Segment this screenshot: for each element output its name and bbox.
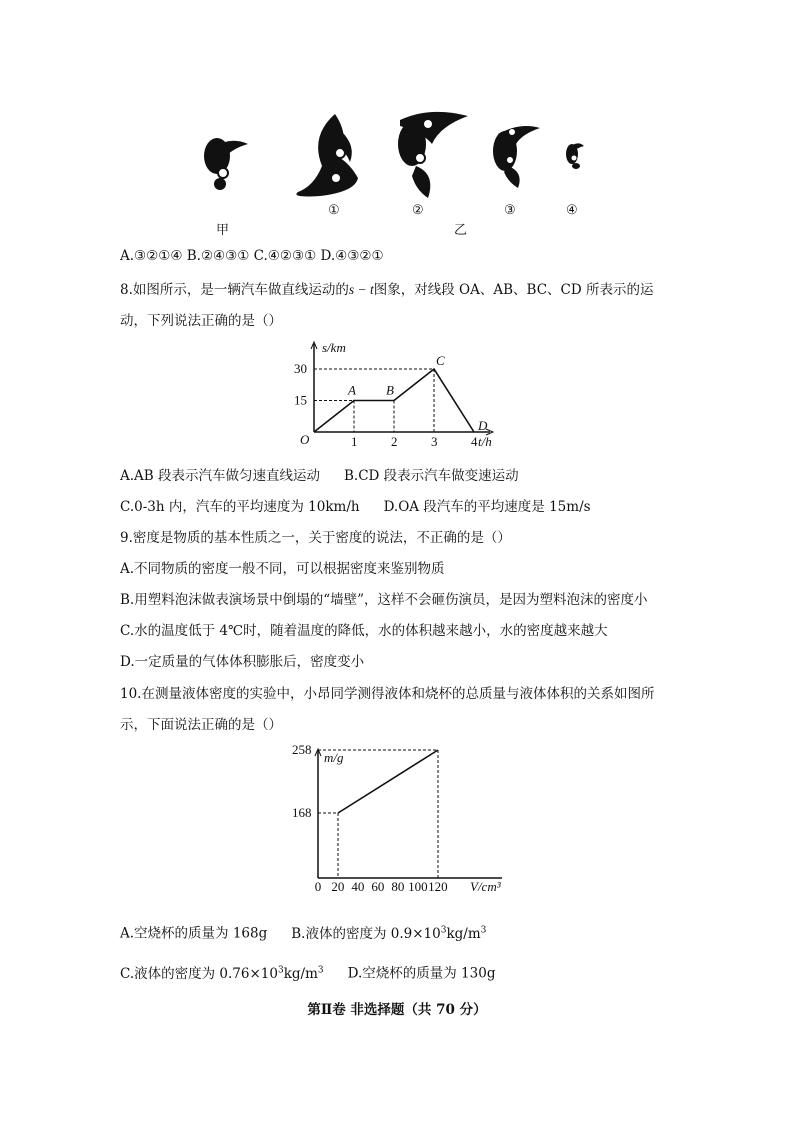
st-xtick: 1	[351, 434, 358, 449]
q10-option-c: C.液体的密度为 $0.76\times 10^3kg/m^3$	[120, 965, 324, 982]
st-point-label: A	[348, 382, 356, 398]
q8-options-ab	[120, 466, 519, 486]
section-title: 第Ⅱ卷 非选择题（共 70 分）	[307, 1002, 487, 1018]
mv-xtick: 40	[351, 879, 365, 894]
silhouette-3	[493, 126, 540, 188]
q9-option-b: B.用塑料泡沫做表演场景中倒塌的“墙壁”，这样不会砸伤演员，是因为塑料泡沫的密度小	[120, 592, 648, 608]
label-jia: 甲	[216, 222, 230, 237]
st-ytick: 30	[294, 361, 307, 376]
q8-stem-line2: 动，下列说法正确的是（）	[120, 313, 282, 329]
q10-option-a: A.空烧杯的质量为 168g	[120, 925, 268, 942]
st-point-label: B	[386, 382, 394, 398]
mv-xtick: 100	[408, 879, 428, 894]
q8-option-b: B.CD 段表示汽车做变速运动	[344, 468, 519, 484]
silhouette-1	[296, 114, 358, 197]
q10-option-b: B.液体的密度为 $0.9\times 10^3kg/m^3$	[291, 925, 487, 942]
st-xtick: 2	[391, 434, 398, 449]
st-ytick: 15	[294, 392, 307, 408]
q9-option-d: D.一定质量的气体体积膨胀后，密度变小	[120, 654, 365, 670]
mv-xlabel: V/cm³	[470, 879, 501, 894]
q10-options-cd	[120, 960, 495, 984]
q9-option-c: C.水的温度低于 4℃时，随着温度的降低，水的体积越来越小，水的密度越来越大	[120, 623, 608, 639]
mv-ylabel: m/g	[324, 750, 344, 765]
label-num-2: ②	[412, 202, 424, 217]
mv-xtick: 120	[428, 879, 448, 894]
st-point-label: D	[478, 418, 488, 433]
silhouette-4	[566, 143, 584, 169]
label-yi: 乙	[454, 222, 468, 237]
q10-stem-line2: 示，下面说法正确的是（）	[120, 717, 282, 733]
mv-series-line	[338, 750, 438, 813]
mv-xtick: 60	[371, 879, 385, 894]
label-num-4: ④	[566, 202, 578, 217]
st-origin: O	[300, 432, 310, 447]
q7-options: A.③②①④ B.②④③① C.④②③① D.④③②①	[120, 248, 384, 264]
q10-option-d: D.空烧杯的质量为 130g	[347, 965, 496, 982]
label-num-1: ①	[328, 202, 340, 217]
silhouette-2	[398, 112, 468, 198]
st-xlabel: t/h	[478, 434, 492, 449]
q9-option-a: A.不同物质的密度一般不同，可以根据密度来鉴别物质	[120, 561, 445, 577]
mv-ytick: 258	[292, 742, 312, 757]
mv-xtick: 80	[391, 879, 405, 894]
st-point-label: C	[436, 353, 445, 368]
st-xtick: 4	[471, 434, 478, 449]
mv-xtick: 20	[331, 879, 345, 894]
q8-option-a: A.AB 段表示汽车做匀速直线运动	[120, 468, 321, 484]
q8-stem-line1: 8.如图所示，是一辆汽车做直线运动的s − t图象，对线段 OA、AB、BC、CD 所表示的运	[120, 282, 654, 298]
mv-xtick: 0	[314, 879, 322, 894]
silhouette-jia	[204, 138, 248, 190]
silhouette-figure	[190, 96, 590, 241]
q8-option-d: D.OA 段汽车的平均速度是 15m/s	[383, 499, 591, 515]
st-ylabel: s/km	[322, 340, 346, 355]
mv-ytick: 168	[292, 805, 312, 820]
st-xtick: 3	[431, 434, 438, 449]
q8-options-cd	[120, 497, 591, 517]
q8-option-c: C.0-3h 内，汽车的平均速度为 10km/h	[120, 499, 360, 515]
q9-stem: 9.密度是物质的基本性质之一，关于密度的说法，不正确的是（）	[120, 530, 511, 546]
st-chart	[290, 338, 510, 450]
label-num-3: ③	[504, 202, 516, 217]
q10-options-ab	[120, 920, 486, 944]
mv-chart	[292, 742, 516, 896]
q10-stem-line1: 10.在测量液体密度的实验中，小昂同学测得液体和烧杯的总质量与液体体积的关系如图所	[120, 686, 655, 702]
